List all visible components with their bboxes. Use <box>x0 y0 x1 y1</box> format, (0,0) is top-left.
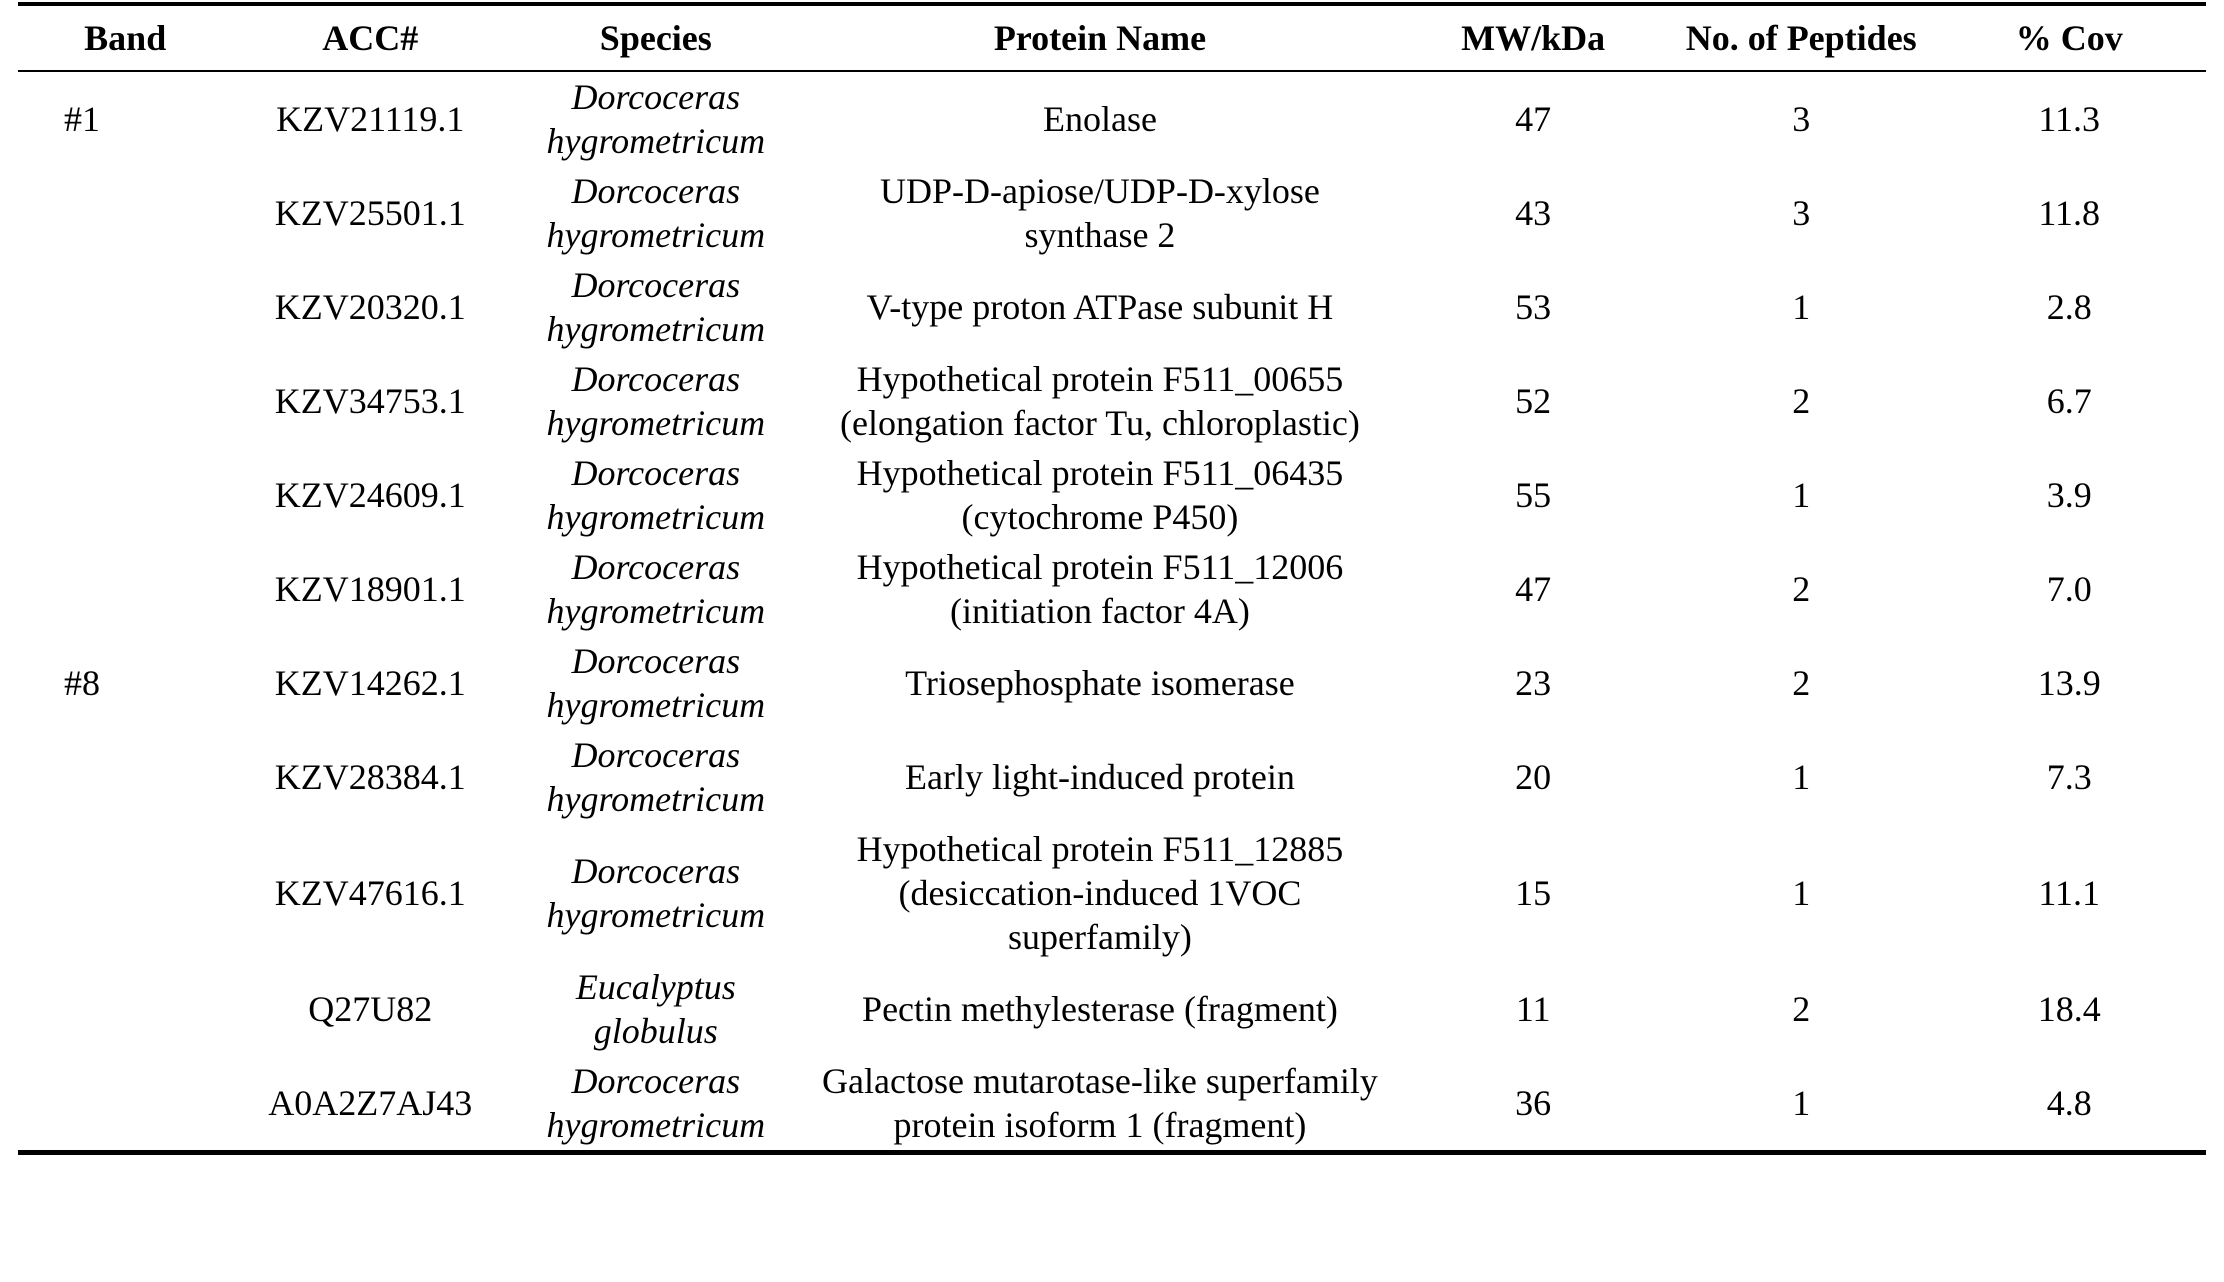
cell-mw: 43 <box>1515 193 1552 233</box>
cell-acc: KZV20320.1 <box>274 287 466 327</box>
cell-protein: Early light-induced protein <box>905 757 1295 797</box>
cell-peptides: 2 <box>1792 381 1811 421</box>
cell-protein: V-type proton ATPase subunit H <box>866 287 1334 327</box>
table-row <box>18 71 2206 166</box>
cell-peptides: 2 <box>1792 989 1811 1029</box>
cell-species: Dorcoceras hygrometricum <box>546 359 766 443</box>
cell-band <box>18 260 232 354</box>
table-row <box>18 448 2206 542</box>
table-row <box>18 730 2206 824</box>
column-header-cov: % Cov <box>1932 4 2206 71</box>
cell-mw: 47 <box>1515 99 1552 139</box>
table-body <box>18 71 2206 1153</box>
column-header-mw: MW/kDa <box>1396 4 1670 71</box>
cell-acc: KZV25501.1 <box>274 193 466 233</box>
table-header <box>18 4 2206 71</box>
table-row <box>18 636 2206 730</box>
cell-cov: 4.8 <box>2046 1083 2092 1123</box>
cell-species: Dorcoceras hygrometricum <box>546 265 766 349</box>
cell-protein: Triosephosphate isomerase <box>905 663 1295 703</box>
table-row <box>18 542 2206 636</box>
cell-acc: KZV28384.1 <box>274 757 466 797</box>
cell-protein: Enolase <box>1042 99 1157 139</box>
table-row <box>18 1056 2206 1153</box>
cell-band <box>18 166 232 260</box>
cell-band <box>18 824 232 962</box>
cell-species: Eucalyptus globulus <box>575 967 736 1051</box>
cell-mw: 15 <box>1515 873 1552 913</box>
table-row <box>18 354 2206 448</box>
cell-band <box>18 1056 232 1153</box>
cell-acc: KZV34753.1 <box>274 381 466 421</box>
cell-acc: KZV47616.1 <box>274 873 466 913</box>
cell-acc: A0A2Z7AJ43 <box>268 1083 473 1123</box>
cell-mw: 36 <box>1515 1083 1552 1123</box>
cell-peptides: 1 <box>1792 475 1811 515</box>
cell-cov: 6.7 <box>2046 381 2092 421</box>
table-row <box>18 962 2206 1056</box>
cell-acc: KZV18901.1 <box>274 569 466 609</box>
cell-peptides: 3 <box>1792 99 1811 139</box>
cell-band <box>18 730 232 824</box>
column-header-peptides: No. of Peptides <box>1670 4 1933 71</box>
column-header-band: Band <box>18 4 232 71</box>
cell-protein: Hypothetical protein F511_12885 (desiccation-induced 1VOC superfamily) <box>856 829 1344 957</box>
cell-mw: 23 <box>1515 663 1552 703</box>
cell-protein: Hypothetical protein F511_00655 (elongation factor Tu, chloroplastic) <box>840 359 1360 443</box>
cell-band: #1 <box>64 99 100 139</box>
cell-species: Dorcoceras hygrometricum <box>546 851 766 935</box>
table-row <box>18 166 2206 260</box>
column-header-protein: Protein Name <box>803 4 1396 71</box>
cell-peptides: 2 <box>1792 569 1811 609</box>
paper-page <box>0 2 2224 1282</box>
column-header-acc: ACC# <box>232 4 508 71</box>
cell-cov: 3.9 <box>2046 475 2092 515</box>
header-row <box>18 4 2206 71</box>
cell-cov: 7.0 <box>2046 569 2092 609</box>
cell-cov: 11.8 <box>2038 193 2101 233</box>
column-header-species: Species <box>508 4 803 71</box>
cell-band <box>18 542 232 636</box>
cell-species: Dorcoceras hygrometricum <box>546 547 766 631</box>
cell-mw: 55 <box>1515 475 1552 515</box>
cell-cov: 11.3 <box>2038 99 2101 139</box>
cell-cov: 11.1 <box>2038 873 2101 913</box>
cell-acc: KZV24609.1 <box>274 475 466 515</box>
cell-mw: 11 <box>1515 989 1551 1029</box>
protein-identification-table <box>18 2 2206 1155</box>
cell-band: #8 <box>64 663 100 703</box>
cell-protein: Galactose mutarotase-like superfamily protein isoform 1 (fragment) <box>822 1061 1378 1145</box>
cell-peptides: 1 <box>1792 287 1811 327</box>
cell-acc: KZV14262.1 <box>274 663 466 703</box>
cell-peptides: 1 <box>1792 1083 1811 1123</box>
cell-mw: 20 <box>1515 757 1552 797</box>
cell-species: Dorcoceras hygrometricum <box>546 735 766 819</box>
cell-mw: 52 <box>1515 381 1552 421</box>
cell-mw: 53 <box>1515 287 1552 327</box>
table-row <box>18 260 2206 354</box>
cell-peptides: 1 <box>1792 757 1811 797</box>
cell-species: Dorcoceras hygrometricum <box>546 641 766 725</box>
cell-peptides: 3 <box>1792 193 1811 233</box>
cell-protein: Hypothetical protein F511_06435 (cytochrome P450) <box>856 453 1344 537</box>
cell-species: Dorcoceras hygrometricum <box>546 77 766 161</box>
cell-protein: Pectin methylesterase (fragment) <box>862 989 1338 1029</box>
cell-cov: 2.8 <box>2046 287 2092 327</box>
cell-species: Dorcoceras hygrometricum <box>546 1061 766 1145</box>
cell-peptides: 1 <box>1792 873 1811 913</box>
cell-protein: UDP-D-apiose/UDP-D-xylose synthase 2 <box>879 171 1320 255</box>
table-row <box>18 824 2206 962</box>
cell-band <box>18 448 232 542</box>
cell-cov: 18.4 <box>2037 989 2101 1029</box>
cell-cov: 7.3 <box>2046 757 2092 797</box>
cell-peptides: 2 <box>1792 663 1811 703</box>
cell-cov: 13.9 <box>2037 663 2101 703</box>
cell-band <box>18 354 232 448</box>
cell-mw: 47 <box>1515 569 1552 609</box>
cell-band <box>18 962 232 1056</box>
cell-protein: Hypothetical protein F511_12006 (initiation factor 4A) <box>856 547 1344 631</box>
cell-species: Dorcoceras hygrometricum <box>546 171 766 255</box>
cell-species: Dorcoceras hygrometricum <box>546 453 766 537</box>
cell-acc: KZV21119.1 <box>276 99 465 139</box>
cell-acc: Q27U82 <box>308 989 433 1029</box>
